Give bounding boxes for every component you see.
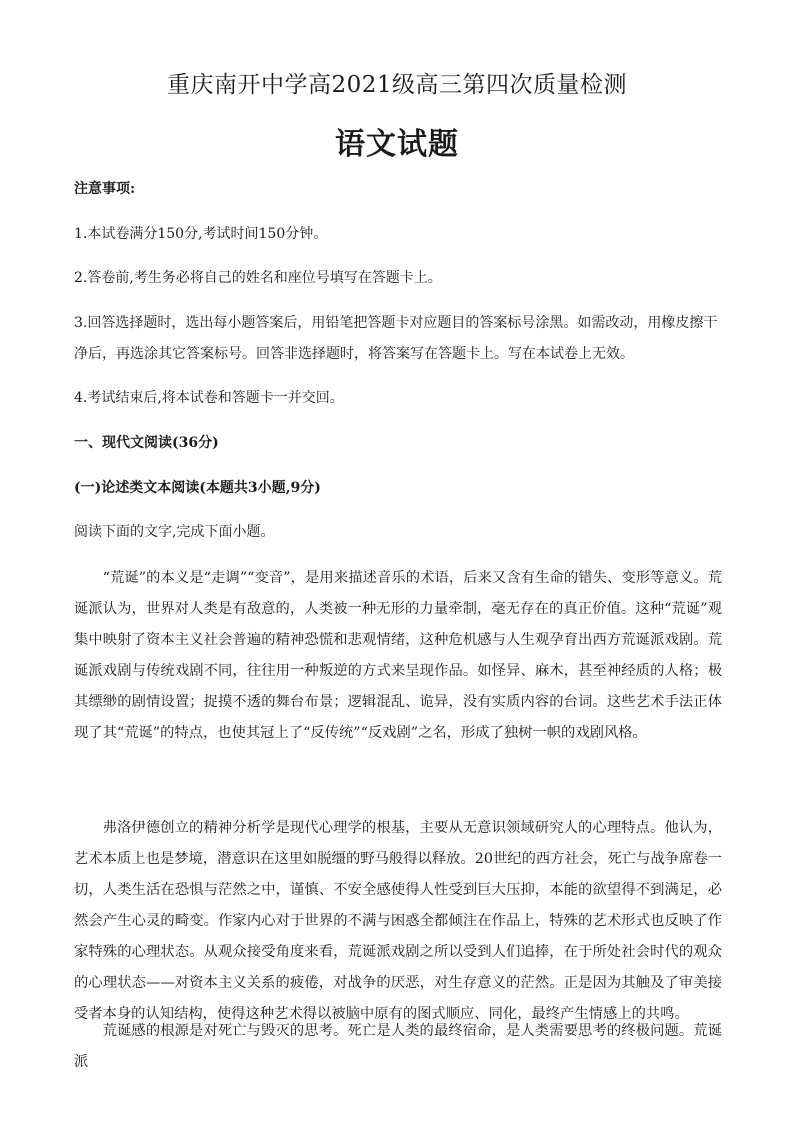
notice-heading: 注意事项: bbox=[74, 181, 136, 197]
passage-paragraph-3: 荒诞感的根源是对死亡与毁灭的思考。死亡是人类的最终宿命，是人类需要思考的终极问题。荒诞派 bbox=[74, 1023, 722, 1070]
passage-paragraph-1: “荒诞”的本义是“走调”“变音”，是用来描述音乐的术语，后来又含有生命的错失、变形等意义。荒诞派认为，世界对人类是有敌意的，人类被一种无形的力量牵制，毫无存在的真正价值。这种“荒诞”观集中映射了资本主义社会普遍的精神恐慌和悲观情绪，这种危机感与人生观孕育出西方荒诞派戏剧。荒诞派戏剧与传统戏剧不同，往往用一种叛逆的方式来呈现作品。如怪异、麻木，甚至神经质的人格；极其缥缈的剧情设置；捉摸不透的舞台布景；逻辑混乱、诡异，没有实质内容的台词。这些艺术手法正体现了其“荒诞”的特点，也使其冠上了“反传统”“反戏剧”之名，形成了独树一帜的戏剧风格。 bbox=[74, 570, 722, 741]
exam-title: 重庆南开中学高2021级高三第四次质量检测 bbox=[166, 72, 628, 98]
notice-item-3-continued: 净后，再选涂其它答案标号。回答非选择题时，将答案写在答题卡上。写在本试卷上无效。 bbox=[74, 346, 634, 362]
section-heading: 一、现代文阅读(36分) bbox=[74, 435, 219, 451]
passage-paragraph-2: 弗洛伊德创立的精神分析学是现代心理学的根基，主要从无意识领域研究人的心理特点。他认为，艺术本质上也是梦境，潜意识在这里如脱缰的野马般得以释放。20世纪的西方社会，死亡与战争席卷一切，人类生活在恐惧与茫然之中，谨慎、不安全感使得人性受到巨大压抑，本能的欲望得不到满足，必然会产生心灵的畸变。作家内心对于世界的不满与困惑全都倾注在作品上，特殊的艺术形式也反映了作家特殊的心理状态。从观众接受角度来看，荒诞派戏剧之所以受到人们追捧，在于所处社会时代的观众的心理状态——对资本主义关系的疲倦，对战争的厌恶，对生存意义的茫然。正是因为其触及了审美接受者本身的认知结构，使得这种艺术得以被脑中原有的图式顺应、同化，最终产生情感上的共鸣。 bbox=[74, 820, 722, 1022]
notice-item-3: 3.回答选择题时，选出每小题答案后，用铅笔把答题卡对应题目的答案标号涂黑。如需改动，用橡皮擦干 bbox=[74, 315, 718, 331]
notice-item-4: 4.考试结束后,将本试卷和答题卡一并交回。 bbox=[74, 390, 344, 406]
reading-instruction: 阅读下面的文字,完成下面小题。 bbox=[74, 524, 275, 540]
subject-title: 语文试题 bbox=[335, 127, 459, 162]
section-subheading: (一)论述类文本阅读(本题共3小题,9分) bbox=[74, 480, 321, 496]
notice-item-2: 2.答卷前,考生务必将自己的姓名和座位号填写在答题卡上。 bbox=[74, 270, 442, 286]
notice-item-1: 1.本试卷满分150分,考试时间150分钟。 bbox=[74, 226, 328, 242]
